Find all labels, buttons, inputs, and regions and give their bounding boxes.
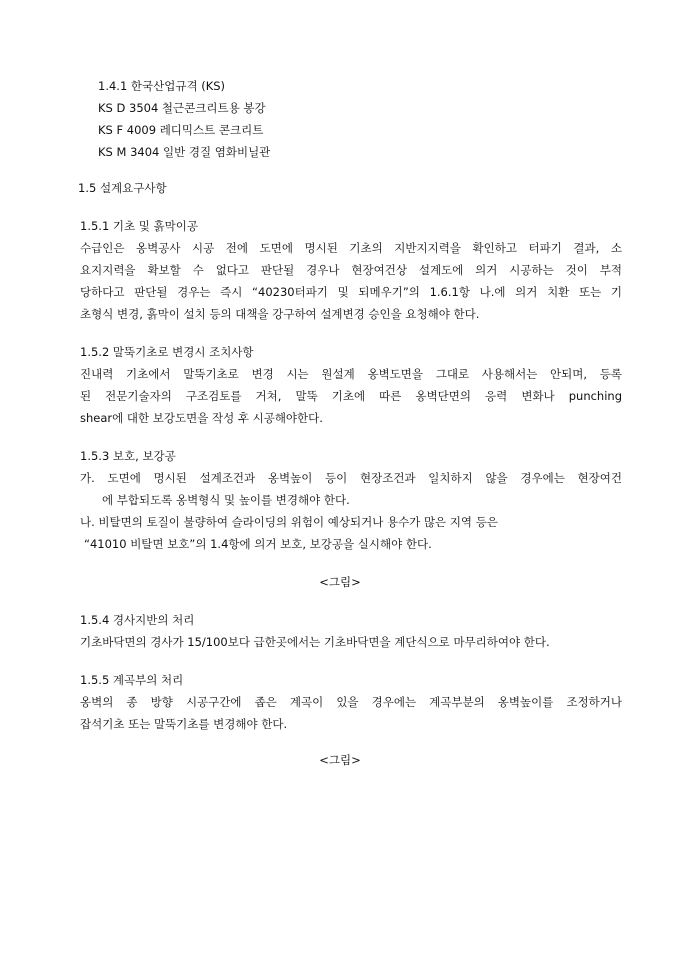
paragraph-line: 수급인은 옹벽공사 시공 전에 도면에 명시된 기초의 지반지지력을 확인하고 터파기 결과, 소 — [80, 241, 622, 255]
list-item: 가. 도면에 명시된 설계조건과 옹벽높이 등이 현장조건과 일치하지 않을 경우에는 현장여건 — [80, 471, 622, 485]
figure-placeholder: <그림> — [319, 575, 361, 589]
standards-heading: 1.4.1 한국산업규격 (KS) — [98, 79, 226, 93]
paragraph-line: 초형식 변경, 흙막이 설치 등의 대책을 강구하여 설계변경 승인을 요청해야 한다. — [80, 307, 480, 321]
paragraph-line: 된 전문기술자의 구조검토를 거쳐, 말뚝 기초에 따른 옹벽단면의 응력 변화나 punching — [80, 389, 622, 403]
standard-item: KS F 4009 레디믹스트 콘크리트 — [98, 123, 264, 137]
section-heading: 1.5 설계요구사항 — [78, 181, 167, 195]
list-item-continuation: “41010 비탈면 보호”의 1.4항에 의거 보호, 보강공을 실시해야 한다. — [84, 537, 432, 551]
list-item-continuation: 에 부합되도록 옹벽형식 및 높이를 변경해야 한다. — [102, 493, 350, 507]
subsection-heading: 1.5.1 기초 및 흙막이공 — [80, 219, 198, 233]
paragraph-line: shear에 대한 보강도면을 작성 후 시공해야한다. — [80, 411, 323, 425]
paragraph-line: 요지지력을 확보할 수 없다고 판단될 경우나 현장여건상 설계도에 의거 시공하는 것이 부적 — [80, 263, 622, 277]
standard-item: KS M 3404 일반 경질 염화비닐관 — [98, 145, 271, 159]
paragraph-line: 진내력 기초에서 말뚝기초로 변경 시는 원설계 옹벽도면을 그대로 사용해서는 안되며, 등록 — [80, 367, 622, 381]
subsection-heading: 1.5.2 말뚝기초로 변경시 조치사항 — [80, 345, 254, 359]
subsection-heading: 1.5.5 계곡부의 처리 — [80, 673, 184, 687]
paragraph-line: 옹벽의 종 방향 시공구간에 좁은 계곡이 있을 경우에는 계곡부분의 옹벽높이를 조정하거나 — [80, 695, 622, 709]
standard-item: KS D 3504 철근콘크리트용 봉강 — [98, 101, 266, 115]
paragraph-line: 당하다고 판단될 경우는 즉시 “40230터파기 및 되메우기”의 1.6.1항 나.에 의거 치환 또는 기 — [80, 285, 622, 299]
subsection-heading: 1.5.3 보호, 보강공 — [80, 449, 176, 463]
figure-placeholder: <그림> — [319, 753, 361, 767]
list-item: 나. 비탈면의 토질이 불량하여 슬라이딩의 위험이 예상되거나 용수가 많은 지역 등은 — [80, 515, 498, 529]
paragraph-line: 기초바닥면의 경사가 15/100보다 급한곳에서는 기초바닥면을 계단식으로 마무리하여야 한다. — [80, 635, 550, 649]
paragraph-line: 잡석기초 또는 말뚝기초를 변경해야 한다. — [80, 717, 288, 731]
subsection-heading: 1.5.4 경사지반의 처리 — [80, 613, 195, 627]
